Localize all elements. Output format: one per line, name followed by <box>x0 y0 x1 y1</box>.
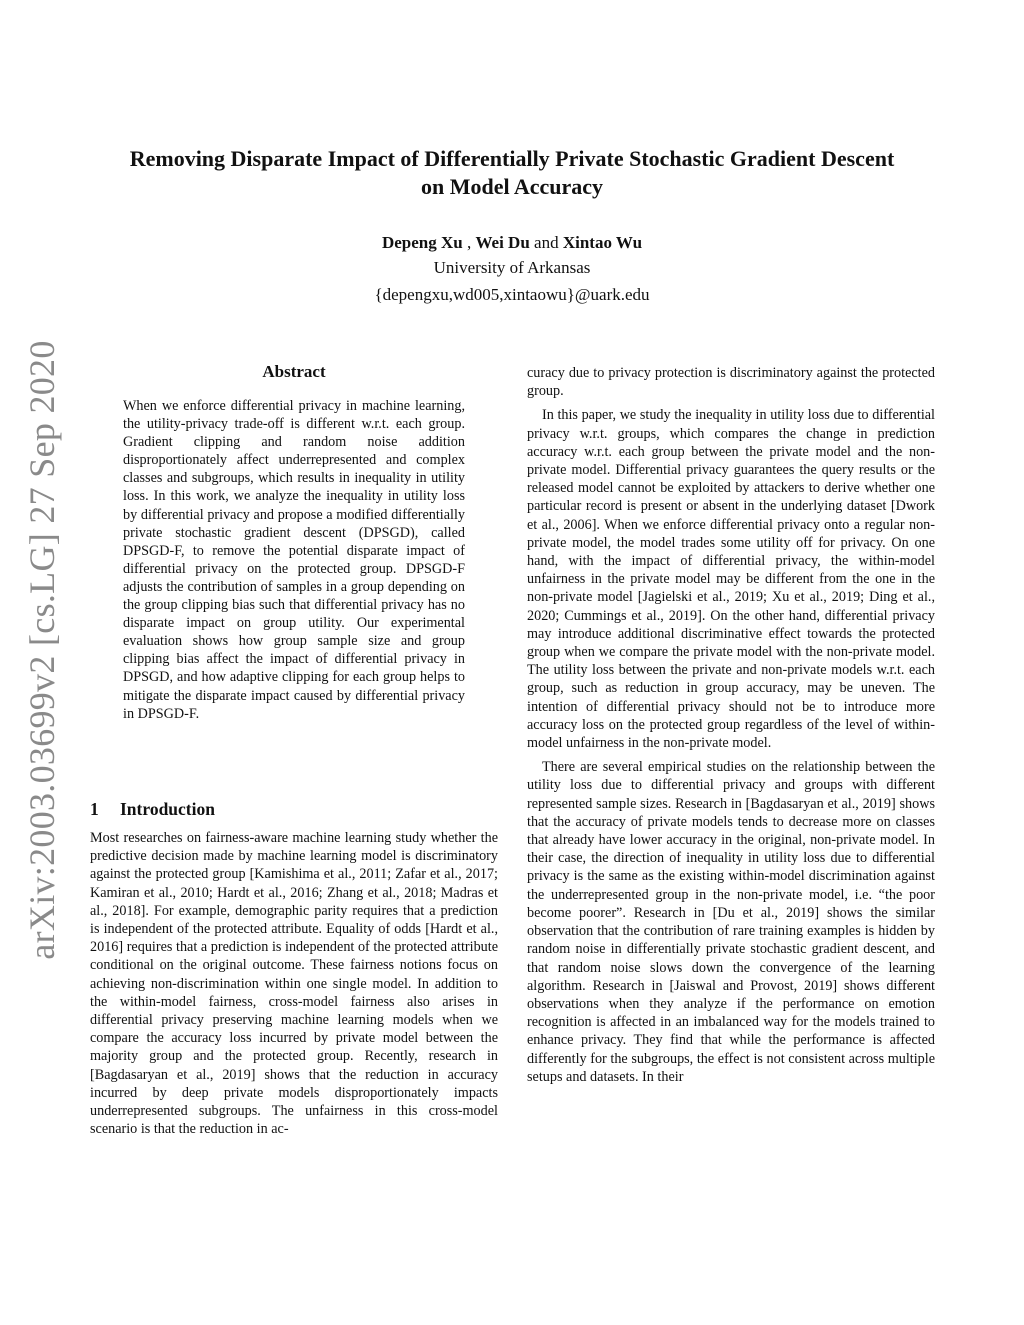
paper-title <box>80 145 944 201</box>
author-separator: , <box>462 233 476 252</box>
intro-paragraph-3: There are several empirical studies on the relationship between the utility loss due to differential privacy and groups with different represented sample sizes. Research in [Bagdasaryan et al., 2019] shows that the accuracy of private models tends to decrease more on classes that already have lower accuracy in the original, non-private model. In their case, the direction of inequality in utility loss due to differential privacy is the same as the existing within-model discrimination against the underrepresented group in the non-private model, i.e. “the poor become poorer”. Research in [Du et al., 2019] shows the similar observation that the contribution of rare training examples is hidden by random noise in differentially private stochastic gradient descent, and that random noise slows down the convergence of the learning algorithm. Research in [Jaiswal and Provost, 2019] shows different observations when they analyze if the performance on emotion recognition is affected in an imbalanced way for the models trained to enhance privacy. They find that while the performance is affected differently for the subgroups, the effect is not consistent across multiple setups and datasets. In their <box>527 759 935 1085</box>
intro-paragraph-1-continuation: curacy due to privacy protection is discriminatory against the protected group. <box>527 365 935 400</box>
title-line-1: Removing Disparate Impact of Differentially Private Stochastic Gradient Descent <box>129 146 895 171</box>
affiliation: University of Arkansas <box>433 258 591 277</box>
abstract-text: When we enforce differential privacy in machine learning, the utility-privacy trade-off is different w.r.t. each group. Gradient clipping and random noise addition disproportionately affect underrepresented and complex classes and subgroups, which results in inequality in utility loss. In this work, we analyze the inequality in utility loss by differential privacy and propose a modified differentially private stochastic gradient descent (DPSGD), called DPSGD-F, to remove the potential disparate impact of differential privacy on the protected group. DPSGD-F adjusts the contribution of samples in a group depending on the group clipping bias such that differential privacy has no disparate impact on group utility. Our experimental evaluation shows how group sample size and group clipping bias affect the impact of differential privacy in DPSGD, and how adaptive clipping for each group helps to mitigate the disparate impact caused by differential privacy in DPSGD-F. <box>123 398 465 722</box>
author-name: Wei Du <box>475 233 530 252</box>
intro-paragraph-1: Most researches on fairness-aware machine learning study whether the predictive decision made by machine learning model is discriminatory against the protected group [Kamishima et al., 2011; Zafar et al., 2017; Kamiran et al., 2010; Hardt et al., 2016; Zhang et al., 2018; Madras et al., 2018]. For example, demographic parity requires that a prediction is independent of the protected attribute. Equality of odds [Hardt et al., 2016] requires that a prediction is independent of the protected attribute conditional on the original outcome. These fairness notions focus on achieving non-discrimination within one single model. In addition to the within-model fairness, cross-model fairness also arises in differential privacy preserving machine learning models when we compare the accuracy loss incurred by private model between the majority group and the protected group. Recently, research in [Bagdasaryan et al., 2019] shows that the reduction in accuracy incurred by deep private models disproportionately impacts underrepresented subgroups. The unfairness in this cross-model scenario is that the reduction in ac- <box>90 830 498 1138</box>
section-number: 1 <box>90 799 99 819</box>
author-name: Depeng Xu <box>381 233 463 252</box>
author-name: Xintao Wu <box>562 233 643 252</box>
arxiv-identifier-stamp[interactable]: arXiv:2003.03699v2 [cs.LG] 27 Sep 2020 <box>22 340 62 960</box>
section-title: Introduction <box>120 799 215 819</box>
abstract-heading: Abstract <box>262 362 326 381</box>
right-column <box>527 364 935 1092</box>
section-heading-introduction <box>90 797 215 821</box>
left-column <box>90 829 498 1138</box>
intro-paragraph-2: In this paper, we study the inequality in utility loss due to differential privacy w.r.t. groups, which compares the change in prediction accuracy w.r.t. each group between the private model and the non-private model. Differential privacy guarantees the query results or the released model cannot be exploited by attackers to derive whether one particular record is present or absent in the underlying dataset [Dwork et al., 2006]. When we enforce differential privacy onto a regular non-private model, the model trades some utility off for privacy. On one hand, with the impact of differential privacy, the within-model unfairness in the private model may be different from the one in the non-private model [Jagielski et al., 2019; Xu et al., 2019; Ding et al., 2020; Cummings et al., 2019]. On the other hand, differential privacy may introduce additional discriminative effect towards the protected group when we compare the private model with the non-private model. The utility loss between the private and non-private models w.r.t. each group, such as reduction in group accuracy, may be uneven. The intention of differential privacy should not be to introduce more accuracy loss on the protected group regardless of the level of within-model unfairness in the non-private model. <box>527 407 935 752</box>
author-email: {depengxu,wd005,xintaowu}@uark.edu <box>374 285 650 304</box>
title-line-2: on Model Accuracy <box>420 174 604 199</box>
author-conjunction: and <box>529 233 563 252</box>
author-list <box>100 231 924 255</box>
